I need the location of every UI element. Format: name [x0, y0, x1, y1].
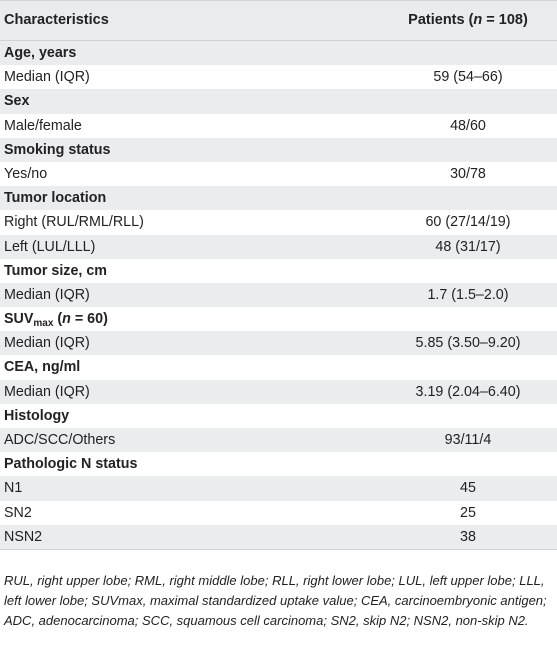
- table-row: [0, 355, 557, 379]
- suv-rest-prefix: (: [53, 311, 63, 328]
- table-header-row: [0, 0, 557, 41]
- row-label: SN2: [4, 504, 32, 521]
- section-label: Sex: [4, 93, 30, 110]
- table-row: [0, 428, 557, 452]
- row-value: 38: [460, 528, 476, 545]
- table-row: [0, 283, 557, 307]
- row-value: 30/78: [450, 165, 486, 182]
- section-label: Tumor size, cm: [4, 262, 108, 279]
- table-row: [0, 114, 557, 138]
- row-value: 3.19 (2.04–6.40): [415, 383, 521, 400]
- row-value: 5.85 (3.50–9.20): [415, 335, 521, 352]
- row-label: Left (LUL/LLL): [4, 238, 96, 255]
- table-row: [0, 259, 557, 283]
- table-row: [0, 65, 557, 89]
- row-value: 48 (31/17): [435, 238, 501, 255]
- row-label: Right (RUL/RML/RLL): [4, 214, 144, 231]
- table-row: [0, 331, 557, 355]
- row-label: Yes/no: [4, 165, 48, 182]
- table-row: [0, 501, 557, 525]
- suv-sub: max: [33, 318, 54, 330]
- row-label: ADC/SCC/Others: [4, 432, 116, 448]
- table-row: [0, 162, 557, 186]
- table-row: [0, 138, 557, 162]
- section-label-suvmax: [4, 311, 108, 329]
- table-row: [0, 525, 557, 549]
- header-patients-prefix: Patients (: [408, 12, 474, 28]
- row-label: Median (IQR): [4, 286, 90, 303]
- row-value: 59 (54–66): [433, 69, 503, 86]
- header-characteristics: Characteristics: [4, 12, 109, 28]
- row-label: Median (IQR): [4, 69, 90, 86]
- row-value: 60 (27/14/19): [425, 214, 511, 231]
- section-label: CEA, ng/ml: [4, 359, 81, 376]
- row-value: 45: [460, 480, 476, 497]
- suv-n: n: [62, 311, 71, 328]
- table-row: [0, 380, 557, 404]
- section-label: Smoking status: [4, 141, 111, 158]
- header-patients-n: n: [473, 12, 483, 28]
- row-label: Median (IQR): [4, 383, 90, 400]
- table-row: [0, 89, 557, 113]
- table-row: [0, 186, 557, 210]
- table-row: [0, 307, 557, 331]
- row-value: 1.7 (1.5–2.0): [427, 286, 509, 303]
- table-footnote: RUL, right upper lobe; RML, right middle lobe; RLL, right lower lobe; LUL, left upper lobe; LLL, left lower lobe; SUVmax, maximal standardized uptake value; CEA, carcinoembryonic antigen; ADC, adenocarcinoma; SCC, squamous cell carcinoma; SN2, skip N2; NSN2, non-skip N2.: [4, 573, 547, 628]
- table-row: [0, 452, 557, 476]
- row-label: Male/female: [4, 117, 82, 134]
- table-row: [0, 476, 557, 500]
- suv-rest-suffix: = 60): [70, 311, 108, 328]
- table-body: [0, 41, 557, 549]
- row-label: Median (IQR): [4, 335, 90, 352]
- section-label: Tumor location: [4, 190, 107, 207]
- table-bottom-rule: [0, 549, 557, 550]
- table-row: [0, 235, 557, 259]
- header-patients: [388, 12, 548, 28]
- section-label: Histology: [4, 407, 70, 424]
- row-value: 48/60: [450, 117, 486, 134]
- header-patients-suffix: = 108): [482, 12, 528, 28]
- table-row: [0, 210, 557, 234]
- table-row: [0, 41, 557, 65]
- section-label: Pathologic N status: [4, 456, 138, 473]
- row-value: 25: [460, 504, 476, 521]
- section-label: Age, years: [4, 45, 77, 61]
- row-value: 93/11/4: [444, 432, 492, 448]
- row-label: NSN2: [4, 528, 43, 545]
- table-row: [0, 404, 557, 428]
- suv-main: SUV: [4, 311, 34, 328]
- row-label: N1: [4, 480, 23, 497]
